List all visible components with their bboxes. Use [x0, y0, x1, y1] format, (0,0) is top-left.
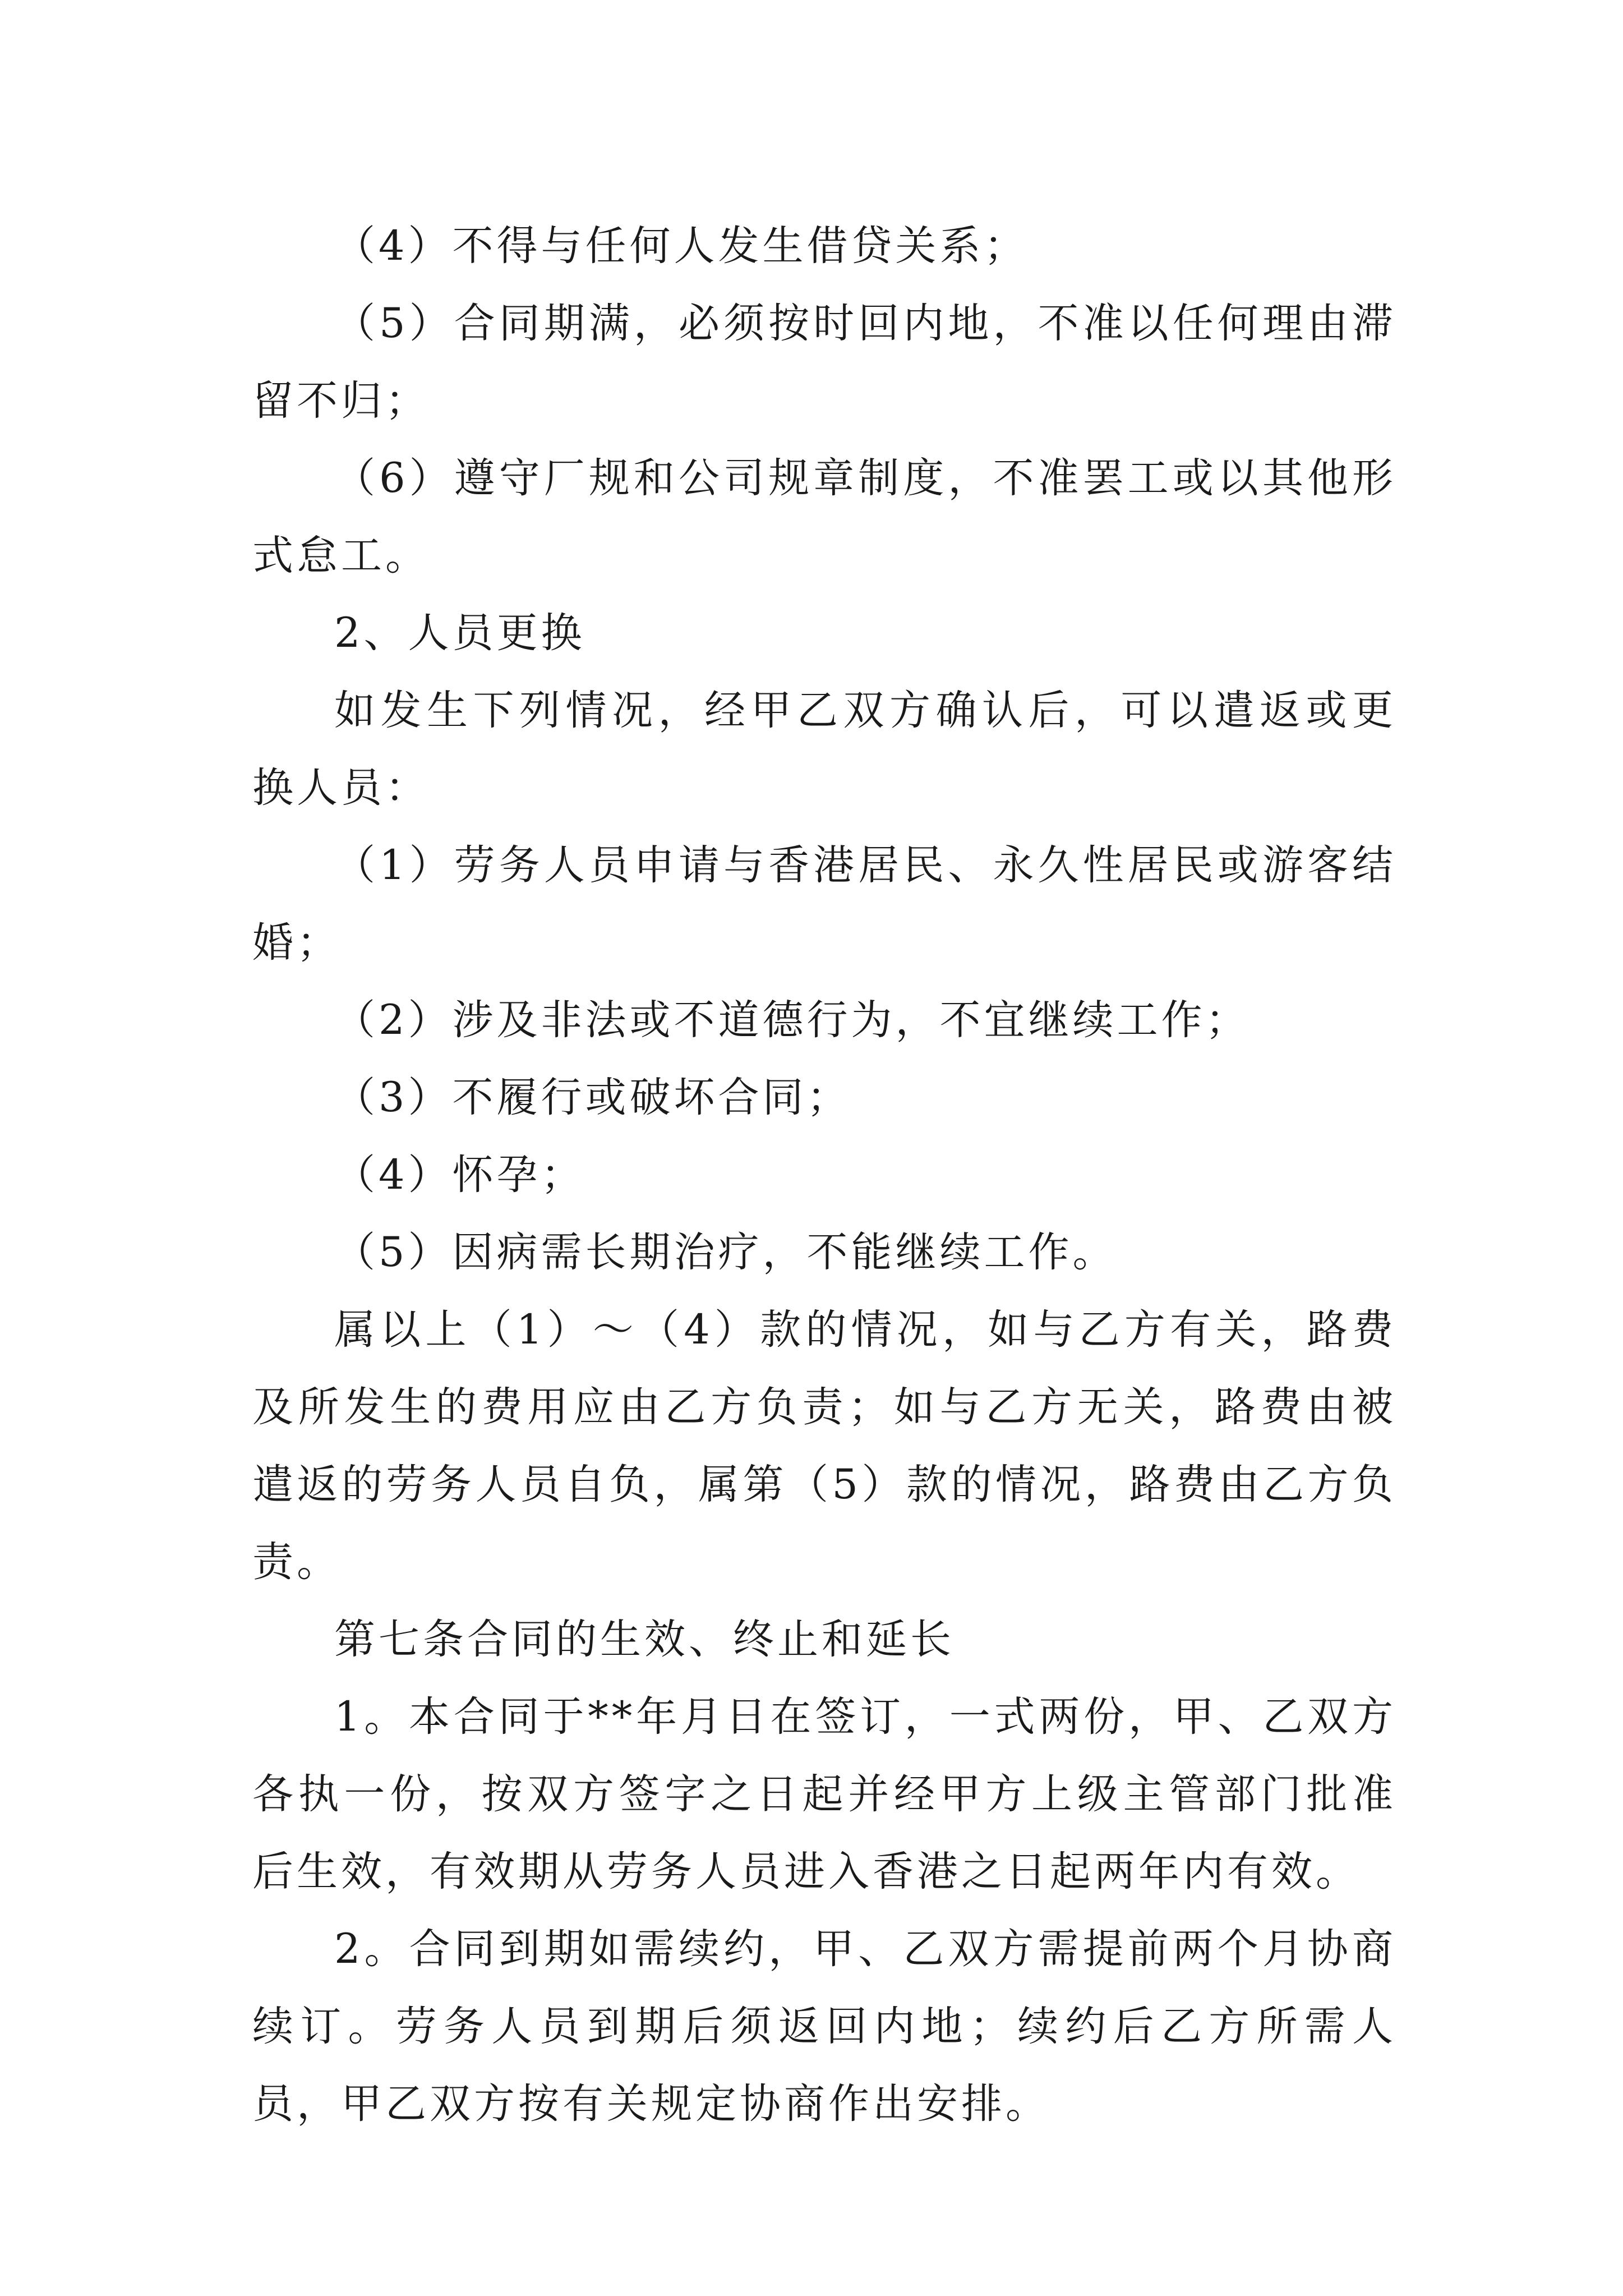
- clause-item-6-obey-rules: （6）遵守厂规和公司规章制度，不准罢工或以其他形式怠工。: [252, 454, 1396, 579]
- clause-item-5-return-mainland: （5）合同期满，必须按时回内地，不准以任何理由滞留不归；: [252, 300, 1396, 425]
- section-heading-personnel-replacement: 2、人员更换: [334, 609, 585, 657]
- document-body: [252, 208, 1396, 2143]
- replacement-intro: 如发生下列情况，经甲乙双方确认后，可以遣返或更换人员：: [252, 687, 1396, 812]
- replacement-item-3-breach: （3）不履行或破坏合同；: [334, 1074, 851, 1121]
- replacement-item-1-marriage: （1）劳务人员申请与香港居民、永久性居民或游客结婚；: [252, 841, 1396, 967]
- article-7-heading: 第七条合同的生效、终止和延长: [334, 1616, 955, 1663]
- article-7-clause-1: 1。本合同于**年月日在签订，一式两份，甲、乙双方各执一份，按双方签字之日起并经甲方上级主管部门批准后生效，有效期从劳务人员进入香港之日起两年内有效。: [252, 1693, 1396, 1895]
- article-7-clause-2: 2。合同到期如需续约，甲、乙双方需提前两个月协商续订。劳务人员到期后须返回内地；续约后乙方所需人员，甲乙双方按有关规定协商作出安排。: [252, 1925, 1396, 2128]
- replacement-item-4-pregnancy: （4）怀孕；: [334, 1151, 585, 1199]
- replacement-item-2-illegal-conduct: （2）涉及非法或不道德行为，不宜继续工作；: [334, 996, 1250, 1044]
- clause-item-4-no-lending: （4）不得与任何人发生借贷关系；: [334, 222, 1029, 270]
- replacement-item-5-illness: （5）因病需长期治疗，不能继续工作。: [334, 1228, 1117, 1276]
- travel-expense-clause: 属以上（1）～（4）款的情况，如与乙方有关，路费及所发生的费用应由乙方负责；如与乙方无关，路费由被遣返的劳务人员自负，属第（5）款的情况，路费由乙方负责。: [252, 1306, 1396, 1586]
